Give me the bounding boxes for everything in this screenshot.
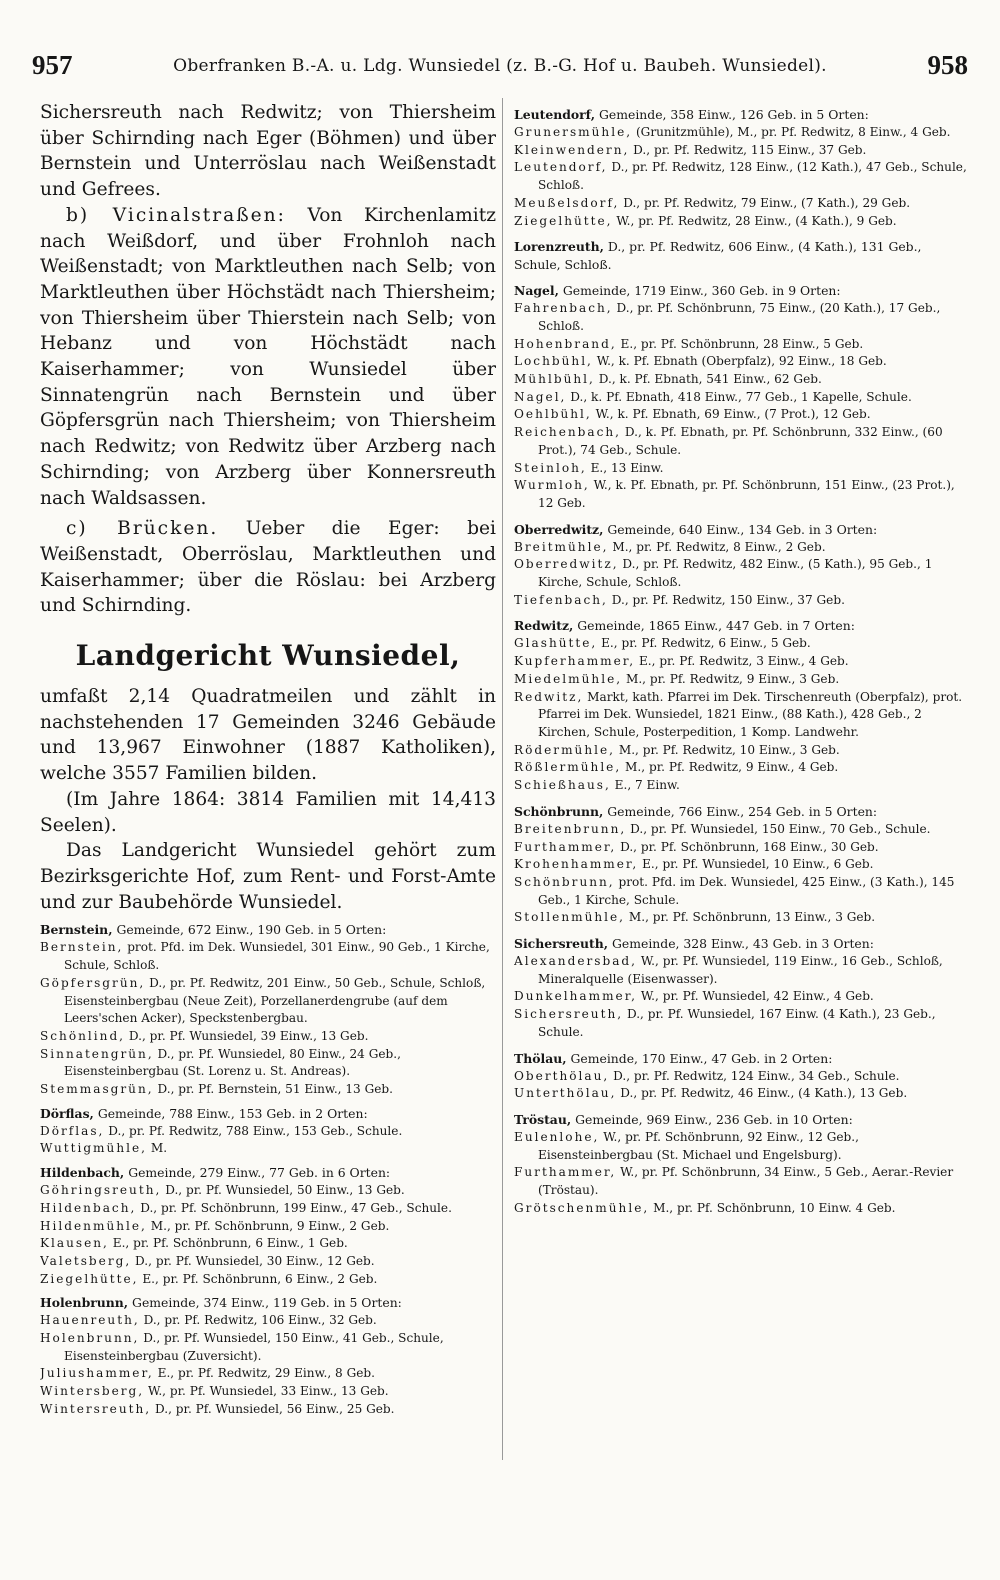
place-entry [40, 1182, 496, 1200]
right-gemeinde-list [514, 106, 970, 1217]
place-name: Miedelmühle, [514, 671, 623, 686]
place-entry [40, 1046, 496, 1081]
place-details: E., pr. Pf. Schönbrunn, 6 Einw., 1 Geb. [108, 1236, 348, 1251]
place-details: D., pr. Pf. Wunsiedel, 30 Einw., 12 Geb. [131, 1253, 375, 1268]
place-name: Leutendorf, [514, 160, 608, 175]
place-entry [40, 1330, 496, 1365]
place-name: Stollenmühle, [514, 910, 626, 925]
place-name: Eulenlohe, [514, 1129, 600, 1144]
place-entry [40, 1123, 496, 1141]
place-name: Tiefenbach, [514, 592, 608, 607]
place-entry [514, 592, 970, 610]
gemeinde-name: Redwitz, [514, 618, 574, 634]
section-title: Landgericht Wunsiedel, [75, 639, 461, 673]
place-details: E., pr. Pf. Redwitz, 6 Einw., 5 Geb. [597, 636, 811, 651]
place-details: D., pr. Pf. Wunsiedel, 150 Einw., 70 Geb., Schule. [626, 821, 931, 836]
place-details: M., pr. Pf. Redwitz, 9 Einw., 4 Geb. [621, 760, 839, 775]
paragraph-jurisdiction: Das Landgericht Wunsiedel gehört zum Bezirksgerichte Hof, zum Rent- und Forst-Amte und zur Baubehörde Wunsiedel. [40, 840, 496, 913]
place-name: Sinnatengrün, [40, 1046, 154, 1061]
place-name: Wintersreuth, [40, 1401, 152, 1416]
place-details: W., pr. Pf. Schönbrunn, 92 Einw., 12 Geb., Eisensteinbergbau (St. Michael und Engelsburg). [538, 1129, 859, 1162]
place-details: M., pr. Pf. Redwitz, 8 Einw., 2 Geb. [608, 539, 826, 554]
place-entry [514, 1200, 970, 1218]
page-number-left: 957 [32, 50, 73, 80]
gemeinde-heading [514, 1111, 970, 1129]
place-name: Glashütte, [514, 636, 598, 651]
place-entry [40, 1312, 496, 1330]
place-entry [514, 406, 970, 424]
paragraph-bridges [40, 516, 496, 619]
place-details: M., pr. Pf. Redwitz, 10 Einw., 3 Geb. [614, 742, 840, 757]
place-entry [514, 477, 970, 512]
place-name: Dörflas, [40, 1123, 105, 1138]
place-entry [514, 213, 970, 231]
place-details: W., pr. Pf. Redwitz, 28 Einw., (4 Kath.), 9 Geb. [612, 213, 897, 228]
place-name: Nagel, [514, 389, 567, 404]
place-entry [514, 742, 970, 760]
gemeinde-info: Gemeinde, 328 Einw., 43 Geb. in 3 Orten: [608, 936, 874, 952]
place-details: D., k. Pf. Ebnath, 541 Einw., 62 Geb. [594, 372, 822, 387]
place-details: W., pr. Pf. Wunsiedel, 42 Einw., 4 Geb. [637, 989, 874, 1004]
place-name: Stemmasgrün, [40, 1082, 154, 1097]
place-name: Redwitz, [514, 689, 584, 704]
page-header [0, 0, 1000, 100]
place-entry [514, 460, 970, 478]
place-details: D., pr. Pf. Wunsiedel, 167 Einw. (4 Kath.), 23 Geb., Schule. [538, 1007, 936, 1039]
place-name: Furthammer, [514, 1165, 617, 1180]
place-entry [514, 856, 970, 874]
vicinal-label: b) Vicinalstraßen: [66, 204, 286, 226]
place-name: Klausen, [40, 1236, 109, 1251]
place-details: W., k. Pf. Ebnath (Oberpfalz), 92 Einw., 18 Geb. [592, 354, 887, 369]
paragraph-roads-end: Sichersreuth nach Redwitz; von Thiersheim über Schirnding nach Eger (Böhmen) und über Bernstein und Unterröslau nach Weißenstadt und Gefrees. [40, 102, 496, 201]
place-name: Furthammer, [514, 839, 617, 854]
place-details: D., pr. Pf. Redwitz, 46 Einw., (4 Kath.), 13 Geb. [616, 1086, 908, 1101]
paragraph-summary: umfaßt 2,14 Quadratmeilen und zählt in nachstehenden 17 Gemeinden 3246 Gebäude und 13,967 Einwohner (1887 Katholiken), welche 3557 Familien bilden. [40, 686, 496, 785]
gemeinde-info: D., pr. Pf. Redwitz, 606 Einw., (4 Kath.), 131 Geb., Schule, Schloß. [514, 239, 922, 273]
place-details: Markt, kath. Pfarrei im Dek. Tirschenreuth (Oberpfalz), prot. Pfarrei im Dek. Wunsiedel, 1821 Einw., (88 Kath.), 428 Geb., 2 Kirchen, Schule, Posterpedition, 1 Komp. Landwehr. [538, 689, 963, 739]
gemeinde-info: Gemeinde, 788 Einw., 153 Geb. in 2 Orten: [93, 1105, 368, 1121]
place-details: E., pr. Pf. Schönbrunn, 6 Einw., 2 Geb. [138, 1271, 378, 1286]
place-entry [514, 953, 970, 988]
gemeinde-heading [514, 106, 970, 124]
place-entry [40, 1253, 496, 1271]
place-name: Oehlbühl, [514, 407, 592, 422]
place-details: E., 7 Einw. [610, 778, 680, 793]
place-entry [514, 336, 970, 354]
place-details: M., pr. Pf. Schönbrunn, 13 Einw., 3 Geb. [625, 910, 876, 925]
place-entry [514, 821, 970, 839]
gemeinde-heading [40, 1105, 496, 1123]
place-entry [514, 389, 970, 407]
place-name: Rößlermühle, [514, 760, 622, 775]
place-details: D., pr. Pf. Redwitz, 150 Einw., 37 Geb. [607, 592, 845, 607]
gemeinde-info: Gemeinde, 374 Einw., 119 Geb. in 5 Orten: [128, 1295, 402, 1311]
gemeinde-heading [40, 1164, 496, 1182]
place-details: W., pr. Pf. Wunsiedel, 33 Einw., 13 Geb. [144, 1384, 389, 1399]
place-name: Hildenmühle, [40, 1218, 147, 1233]
paragraph-vicinal-roads [40, 203, 496, 511]
place-name: Hohenbrand, [514, 336, 617, 351]
place-name: Juliushammer, [40, 1366, 154, 1381]
gemeinde-heading [514, 282, 970, 300]
place-entry [514, 142, 970, 160]
place-name: Schönbrunn, [514, 874, 615, 889]
gemeinde-name: Nagel, [514, 283, 559, 299]
place-name: Dunkelhammer, [514, 989, 638, 1004]
place-name: Göhringsreuth, [40, 1183, 162, 1198]
gemeinde-name: Tröstau, [514, 1111, 572, 1127]
right-column [514, 100, 970, 1460]
place-details: M., pr. Pf. Redwitz, 9 Einw., 3 Geb. [622, 671, 840, 686]
place-name: Kleinwendern, [514, 142, 630, 157]
gemeinde-name: Leutendorf, [514, 107, 596, 122]
place-entry [514, 371, 970, 389]
place-details: W., k. Pf. Ebnath, pr. Pf. Schönbrunn, 151 Einw., (23 Prot.), 12 Geb. [538, 478, 955, 510]
place-name: Krohenhammer, [514, 857, 639, 872]
place-details: M., pr. Pf. Schönbrunn, 9 Einw., 2 Geb. [146, 1218, 390, 1233]
place-details: D., pr. Pf. Wunsiedel, 80 Einw., 24 Geb., Eisensteinbergbau (St. Lorenz u. St. Andreas). [64, 1046, 401, 1079]
place-name: Valetsberg, [40, 1253, 132, 1268]
gemeinde-name: Hildenbach, [40, 1165, 125, 1181]
place-details: W., k. Pf. Ebnath, 69 Einw., (7 Prot.), 12 Geb. [591, 407, 871, 422]
place-details: D., pr. Pf. Wunsiedel, 39 Einw., 13 Geb. [125, 1028, 369, 1043]
bridges-label: c) Brücken. [66, 518, 219, 540]
place-entry [514, 635, 970, 653]
place-entry [514, 1164, 970, 1199]
place-name: Steinloh, [514, 460, 587, 475]
place-details: D., k. Pf. Ebnath, pr. Pf. Schönbrunn, 332 Einw., (60 Prot.), 74 Geb., Schule. [538, 425, 943, 457]
gemeinde-info: Gemeinde, 672 Einw., 190 Geb. in 5 Orten: [112, 922, 387, 938]
place-entry [514, 689, 970, 742]
place-details: D., pr. Pf. Wunsiedel, 50 Einw., 13 Geb. [161, 1183, 405, 1198]
place-entry [514, 556, 970, 591]
place-details: D., k. Pf. Ebnath, 418 Einw., 77 Geb., 1 Kapelle, Schule. [566, 389, 912, 404]
place-entry [514, 1129, 970, 1164]
place-details: D., pr. Pf. Redwitz, 106 Einw., 32 Geb. [139, 1313, 377, 1328]
column-divider [502, 98, 503, 1460]
place-details: W., pr. Pf. Schönbrunn, 34 Einw., 5 Geb., Aerar.-Revier (Tröstau). [538, 1165, 954, 1198]
place-name: Göpfersgrün, [40, 975, 146, 990]
place-details: D., pr. Pf. Redwitz, 482 Einw., (5 Kath.), 95 Geb., 1 Kirche, Schule, Schloß. [538, 557, 933, 590]
place-entry [514, 124, 970, 142]
gemeinde-name: Schönbrunn, [514, 803, 604, 819]
place-details: (Grunitzmühle), M., pr. Pf. Redwitz, 8 Einw., 4 Geb. [632, 125, 951, 139]
place-entry [514, 1006, 970, 1041]
place-entry [514, 159, 970, 194]
place-entry [514, 874, 970, 909]
place-name: Mühlbühl, [514, 372, 595, 387]
gemeinde-info: Gemeinde, 766 Einw., 254 Geb. in 5 Orten: [603, 803, 878, 819]
place-name: Hildenbach, [40, 1200, 137, 1215]
place-entry [514, 424, 970, 459]
place-details: D., pr. Pf. Redwitz, 788 Einw., 153 Geb., Schule. [104, 1123, 403, 1138]
place-name: Oberredwitz, [514, 557, 619, 572]
gemeinde-name: Lorenzreuth, [514, 239, 604, 255]
gemeinde-info: Gemeinde, 969 Einw., 236 Geb. in 10 Orten: [571, 1111, 853, 1127]
gemeinde-heading [514, 617, 970, 635]
place-entry [40, 939, 496, 974]
running-title: Oberfranken B.-A. u. Ldg. Wunsiedel (z. B.-G. Hof u. Baubeh. Wunsiedel). [173, 56, 827, 76]
page-number-right: 958 [927, 50, 968, 80]
place-details: D., pr. Pf. Redwitz, 124 Einw., 34 Geb., Schule. [609, 1068, 900, 1083]
place-name: Wintersberg, [40, 1384, 145, 1399]
gemeinde-info: Gemeinde, 170 Einw., 47 Geb. in 2 Orten: [566, 1050, 833, 1066]
bridges-text: Ueber die Eger: bei Weißenstadt, Oberröslau, Marktleuthen und Kaiserhammer; über die Röslau: bei Arzberg und Schirnding. [40, 518, 496, 617]
place-details: D., pr. Pf. Schönbrunn, 199 Einw., 47 Geb., Schule. [136, 1200, 452, 1215]
place-details: D., pr. Pf. Redwitz, 128 Einw., (12 Kath.), 47 Geb., Schule, Schloß. [538, 160, 967, 193]
place-name: Ziegelhütte, [514, 213, 613, 228]
place-entry [40, 1271, 496, 1289]
gemeinde-name: Sichersreuth, [514, 936, 609, 952]
gemeinde-info: Gemeinde, 1719 Einw., 360 Geb. in 9 Orten: [558, 283, 841, 299]
place-entry [514, 1085, 970, 1103]
place-entry [40, 1235, 496, 1253]
gemeinde-name: Dörflas, [40, 1105, 94, 1121]
place-details: D., pr. Pf. Redwitz, 115 Einw., 37 Geb. [629, 142, 867, 157]
gemeinde-info: Gemeinde, 279 Einw., 77 Geb. in 6 Orten: [124, 1165, 391, 1181]
left-gemeinde-list [40, 921, 496, 1418]
place-entry [514, 195, 970, 213]
place-details: E., pr. Pf. Redwitz, 29 Einw., 8 Geb. [153, 1366, 375, 1381]
place-details: D., pr. Pf. Schönbrunn, 75 Einw., (20 Kath.), 17 Geb., Schloß. [538, 301, 941, 333]
place-name: Oberthölau, [514, 1068, 610, 1083]
place-details: M., pr. Pf. Schönbrunn, 10 Einw. 4 Geb. [649, 1200, 896, 1215]
place-entry [514, 353, 970, 371]
place-entry [514, 300, 970, 335]
place-entry [40, 1028, 496, 1046]
place-details: E., pr. Pf. Schönbrunn, 28 Einw., 5 Geb. [616, 336, 864, 351]
place-entry [40, 1383, 496, 1401]
place-details: W., pr. Pf. Wunsiedel, 119 Einw., 16 Geb., Schloß, Mineralquelle (Eisenwasser). [538, 954, 943, 986]
place-name: Unterthölau, [514, 1086, 617, 1101]
place-name: Wuttigmühle, [40, 1141, 147, 1156]
place-details: E., pr. Pf. Redwitz, 3 Einw., 4 Geb. [635, 654, 849, 669]
place-details: D., pr. Pf. Wunsiedel, 150 Einw., 41 Geb., Schule, Eisensteinbergbau (Zuversicht). [64, 1331, 444, 1363]
place-entry [40, 975, 496, 1028]
gemeinde-name: Holenbrunn, [40, 1295, 129, 1311]
place-name: Meußelsdorf, [514, 195, 620, 210]
gemeinde-heading [514, 1050, 970, 1068]
place-details: prot. Pfd. im Dek. Wunsiedel, 425 Einw., (3 Kath.), 145 Geb., 1 Kirche, Schule. [538, 874, 955, 907]
place-details: prot. Pfd. im Dek. Wunsiedel, 301 Einw., 90 Geb., 1 Kirche, Schule, Schloß. [64, 940, 490, 973]
gemeinde-heading [514, 521, 970, 539]
place-entry [40, 1200, 496, 1218]
gemeinde-heading [40, 921, 496, 939]
left-column [40, 100, 496, 1478]
place-entry [514, 1068, 970, 1086]
place-entry [40, 1401, 496, 1419]
place-name: Lochbühl, [514, 354, 593, 369]
place-name: Schönlind, [40, 1028, 126, 1043]
gemeinde-name: Thölau, [514, 1050, 567, 1066]
place-name: Reichenbach, [514, 425, 621, 440]
place-entry [40, 1365, 496, 1383]
place-details: D., pr. Pf. Schönbrunn, 168 Einw., 30 Geb. [616, 839, 879, 854]
place-name: Bernstein, [40, 940, 124, 955]
gemeinde-info: Gemeinde, 1865 Einw., 447 Geb. in 7 Orten: [573, 618, 855, 634]
place-details: M. [146, 1141, 168, 1156]
gemeinde-heading [514, 803, 970, 821]
place-name: Holenbrunn, [40, 1331, 140, 1346]
place-entry [514, 653, 970, 671]
gemeinde-name: Oberredwitz, [514, 521, 604, 537]
gemeinde-info: Gemeinde, 358 Einw., 126 Geb. in 5 Orten: [595, 107, 869, 122]
place-name: Ziegelhütte, [40, 1271, 139, 1286]
place-name: Hauenreuth, [40, 1313, 140, 1328]
place-entry [40, 1140, 496, 1158]
gemeinde-heading [514, 935, 970, 953]
place-details: E., 13 Einw. [586, 460, 664, 475]
place-entry [514, 839, 970, 857]
place-name: Breitmühle, [514, 539, 609, 554]
place-details: D., pr. Pf. Wunsiedel, 56 Einw., 25 Geb. [151, 1401, 395, 1416]
place-name: Schießhaus, [514, 778, 611, 793]
place-entry [40, 1081, 496, 1099]
place-name: Sichersreuth, [514, 1007, 624, 1022]
place-entry [514, 671, 970, 689]
place-name: Breitenbrunn, [514, 821, 627, 836]
place-entry [514, 539, 970, 557]
place-name: Wurmloh, [514, 478, 590, 493]
gemeinde-info: Gemeinde, 640 Einw., 134 Geb. in 3 Orten: [603, 521, 878, 537]
place-details: E., pr. Pf. Wunsiedel, 10 Einw., 6 Geb. [638, 857, 874, 872]
gemeinde-heading [40, 1294, 496, 1312]
place-details: D., pr. Pf. Redwitz, 201 Einw., 50 Geb., Schule, Schloß, Eisensteinbergbau (Neue Zeit), Porzellanerdengrube (auf dem Leers'schen Acker), Speckstenbergbau. [64, 975, 486, 1026]
gemeinde-name: Bernstein, [40, 922, 113, 938]
place-entry [514, 777, 970, 795]
place-entry [514, 759, 970, 777]
place-details: D., pr. Pf. Redwitz, 79 Einw., (7 Kath.), 29 Geb. [619, 195, 911, 210]
place-name: Fahrenbach, [514, 301, 613, 316]
place-name: Grunersmühle, [514, 125, 633, 139]
place-name: Rödermühle, [514, 742, 615, 757]
place-entry [514, 988, 970, 1006]
paragraph-1864: (Im Jahre 1864: 3814 Familien mit 14,413 Seelen). [40, 788, 496, 836]
vicinal-text: Von Kirchenlamitz nach Weißdorf, und über Frohnloh nach Weißenstadt; von Marktleuthen nach Selb; von Marktleuthen über Höchstädt nach Thiersheim; von Thiersheim über Thierstein nach Selb; von Hebanz und von Höchstädt nach Kaiserhammer; von Wunsiedel über Sinnatengrün nach Bernstein und über Göpfersgrün nach Thiersheim; von Thiersheim nach Redwitz; von Redwitz über Arzberg nach Schirnding; von Arzberg über Konnersreuth nach Waldsassen. [40, 204, 496, 509]
place-entry [40, 1218, 496, 1236]
place-entry [514, 909, 970, 927]
place-name: Kupferhammer, [514, 654, 636, 669]
place-name: Grötschenmühle, [514, 1200, 650, 1215]
place-name: Alexandersbad, [514, 954, 638, 969]
gemeinde-heading [514, 238, 970, 274]
place-details: D., pr. Pf. Bernstein, 51 Einw., 13 Geb. [153, 1082, 393, 1097]
